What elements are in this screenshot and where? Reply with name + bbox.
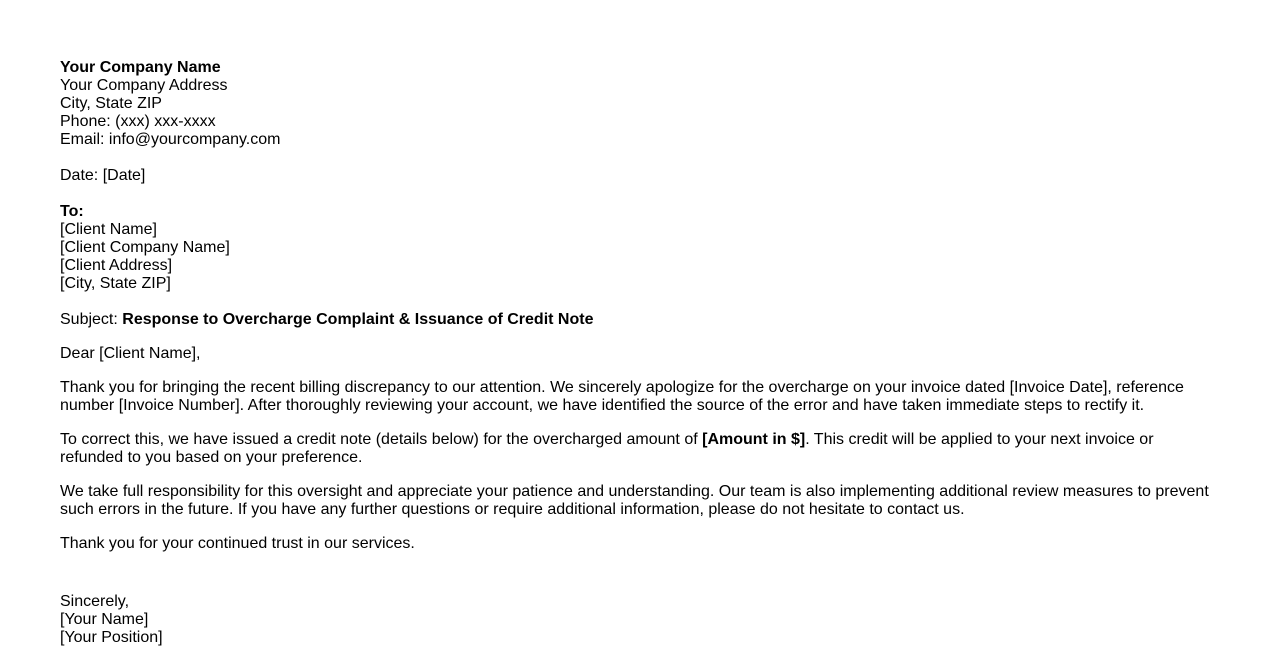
signer-name: [Your Name]: [60, 611, 149, 628]
recipient-block: [60, 203, 1220, 293]
sender-city-state-zip: City, State ZIP: [60, 95, 162, 112]
paragraph-thanks: Thank you for your continued trust in our services.: [60, 535, 415, 552]
valediction: Sincerely,: [60, 593, 130, 610]
sender-company-name: Your Company Name: [60, 59, 221, 76]
sender-address: Your Company Address: [60, 77, 228, 94]
closing-block: [60, 593, 1220, 647]
sender-phone: Phone: (xxx) xxx-xxxx: [60, 113, 216, 130]
sender-email: Email: info@yourcompany.com: [60, 131, 281, 148]
paragraph-apology: Thank you for bringing the recent billing discrepancy to our attention. We sincerely apologize for the overcharge on your invoice dated [Invoice Date], reference number [Invoice Number]. After thoroughly reviewing your account, we have identified the source of the error and have taken immediate steps to rectify it.: [60, 379, 1184, 414]
client-name: [Client Name]: [60, 221, 157, 238]
client-address: [Client Address]: [60, 257, 173, 274]
client-company-name: [Client Company Name]: [60, 239, 230, 256]
client-city-state-zip: [City, State ZIP]: [60, 275, 171, 292]
credit-amount: [Amount in $]: [702, 431, 806, 448]
subject-text: Response to Overcharge Complaint & Issuance of Credit Note: [122, 311, 594, 328]
to-label: To:: [60, 203, 84, 220]
paragraph-responsibility: We take full responsibility for this oversight and appreciate your patience and understanding. Our team is also implementing additional review measures to prevent such errors in the future. If you have any further questions or require additional information, please do not hesitate to contact us.: [60, 483, 1209, 518]
sender-block: [60, 59, 1220, 149]
subject-line: [60, 311, 1220, 329]
subject-label: Subject:: [60, 311, 123, 328]
signer-position: [Your Position]: [60, 629, 163, 646]
paragraph-credit-note: [60, 431, 1220, 467]
date-line: Date: [Date]: [60, 167, 146, 184]
credit-note-text-after: . This credit will be applied to your next invoice or refunded to you based on your preference.: [60, 431, 1154, 466]
letter-document: [60, 59, 1220, 647]
salutation: Dear [Client Name],: [60, 345, 201, 362]
credit-note-text-before: To correct this, we have issued a credit note (details below) for the overcharged amount of: [60, 431, 703, 448]
